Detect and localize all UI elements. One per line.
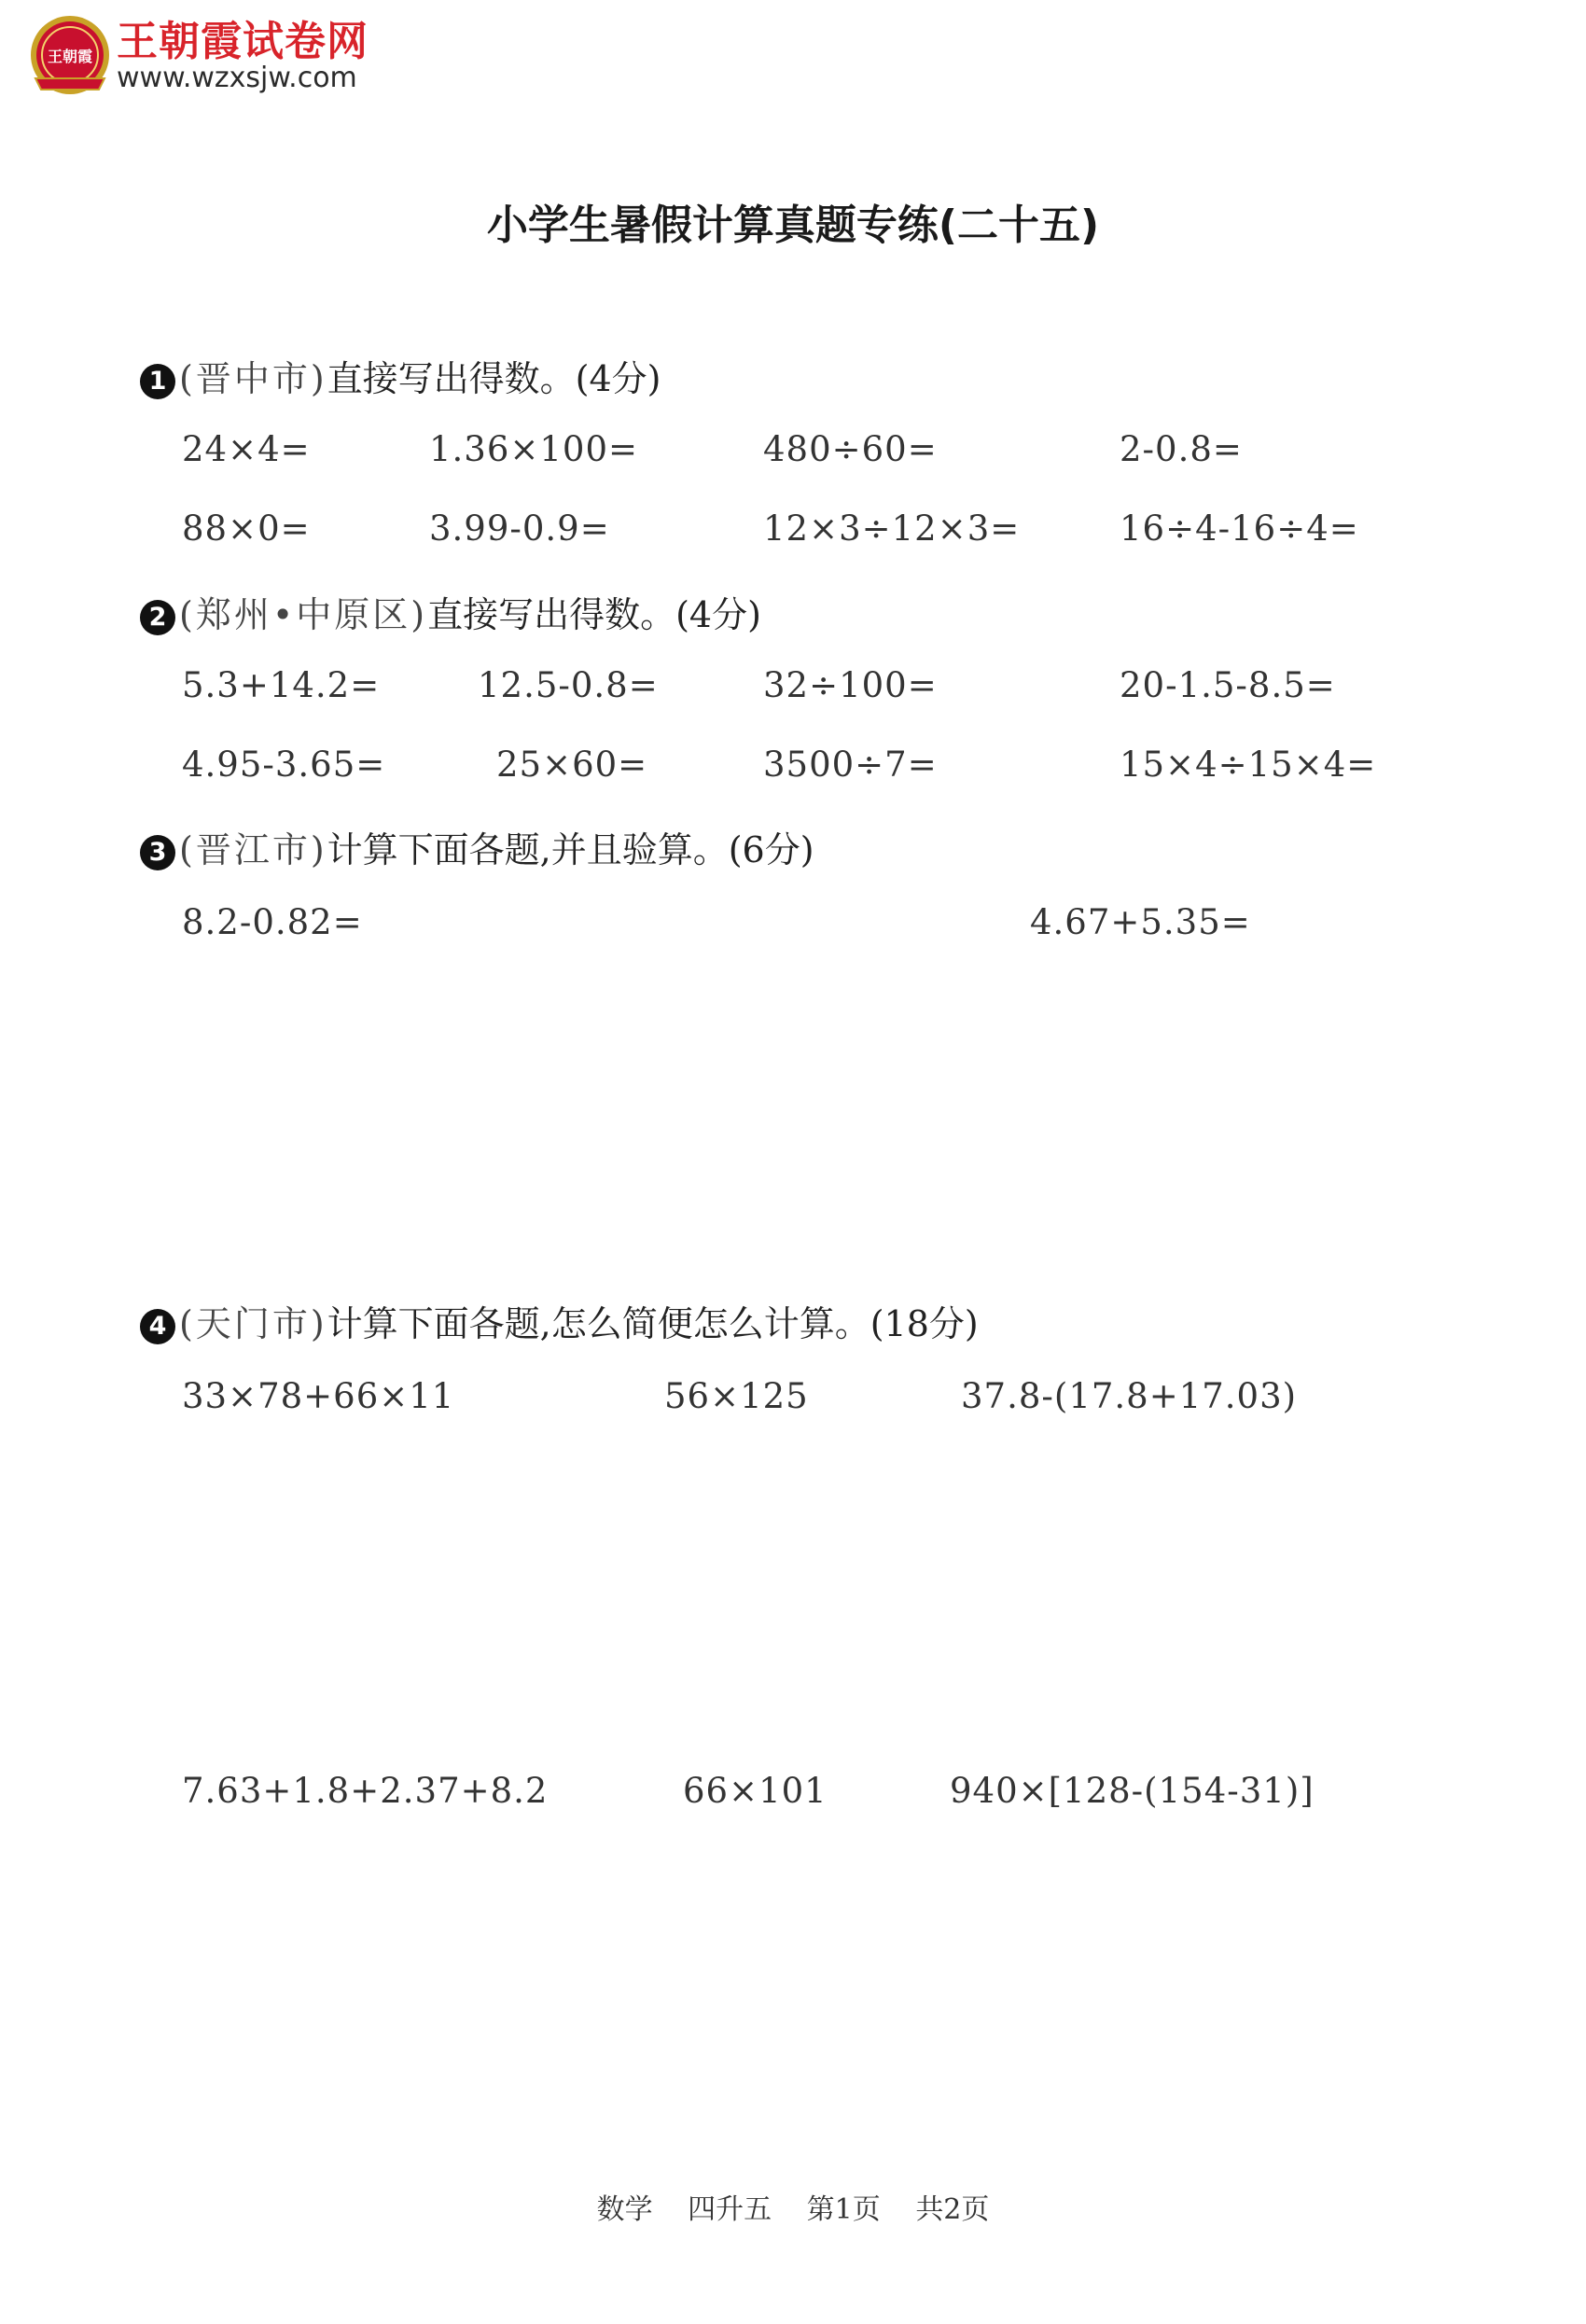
- question-number-badge: 1: [140, 364, 175, 399]
- problem-1-1: 24×4=: [182, 429, 311, 469]
- problem-2-2: 12.5-0.8=: [478, 665, 659, 705]
- footer-page: 第1页: [806, 2193, 881, 2226]
- problem-1-5: 88×0=: [182, 508, 311, 549]
- question-source: (郑州•中原区): [179, 594, 428, 635]
- problem-2-5: 4.95-3.65=: [182, 745, 386, 785]
- problem-1-6: 3.99-0.9=: [429, 508, 610, 549]
- question-number-badge: 3: [140, 835, 175, 870]
- problem-1-4: 2-0.8=: [1120, 429, 1243, 469]
- logo-text: 王朝霞: [47, 48, 93, 65]
- problem-4-3: 37.8-(17.8+17.03): [961, 1376, 1298, 1416]
- problem-2-6: 25×60=: [496, 745, 648, 785]
- footer-total: 共2页: [915, 2193, 990, 2226]
- problem-4-2: 56×125: [664, 1376, 809, 1416]
- question-instruction: 直接写出得数。(4分): [427, 594, 761, 635]
- footer-subject: 数学: [596, 2193, 653, 2226]
- question-instruction: 计算下面各题,怎么简便怎么计算。(18分): [327, 1303, 979, 1344]
- page-footer: [0, 2186, 1586, 2227]
- question-2-heading: [140, 586, 761, 637]
- problem-4-4: 7.63+1.8+2.37+8.2: [182, 1771, 549, 1811]
- problem-1-3: 480÷60=: [763, 429, 938, 469]
- question-number-badge: 2: [140, 600, 175, 635]
- brand-url[interactable]: www.wzxsjw.com: [117, 62, 357, 94]
- problem-4-6: 940×[128-(154-31)]: [950, 1771, 1315, 1811]
- brand-name: 王朝霞试卷网: [117, 18, 369, 65]
- problem-2-3: 32÷100=: [763, 665, 938, 705]
- question-source: (晋江市): [179, 829, 327, 870]
- problem-3-2: 4.67+5.35=: [1030, 902, 1251, 942]
- footer-grade: 四升五: [688, 2193, 772, 2226]
- problem-2-4: 20-1.5-8.5=: [1120, 665, 1336, 705]
- page-title: 小学生暑假计算真题专练(二十五): [486, 202, 1100, 249]
- question-number-badge: 4: [140, 1309, 175, 1344]
- problem-2-8: 15×4÷15×4=: [1120, 745, 1377, 785]
- question-1-heading: [140, 350, 661, 401]
- question-3-heading: [140, 821, 814, 872]
- problem-4-5: 66×101: [683, 1771, 828, 1811]
- problem-1-2: 1.36×100=: [429, 429, 639, 469]
- question-source: (天门市): [179, 1303, 327, 1344]
- question-instruction: 计算下面各题,并且验算。(6分): [327, 829, 814, 870]
- seal-logo-icon: [28, 13, 112, 97]
- question-source: (晋中市): [179, 358, 327, 399]
- question-4-heading: [140, 1295, 979, 1346]
- problem-3-1: 8.2-0.82=: [182, 902, 363, 942]
- problem-1-8: 16÷4-16÷4=: [1120, 508, 1359, 549]
- problem-2-1: 5.3+14.2=: [182, 665, 381, 705]
- question-instruction: 直接写出得数。(4分): [327, 358, 661, 399]
- problem-4-1: 33×78+66×11: [182, 1376, 455, 1416]
- problem-2-7: 3500÷7=: [763, 745, 938, 785]
- problem-1-7: 12×3÷12×3=: [763, 508, 1021, 549]
